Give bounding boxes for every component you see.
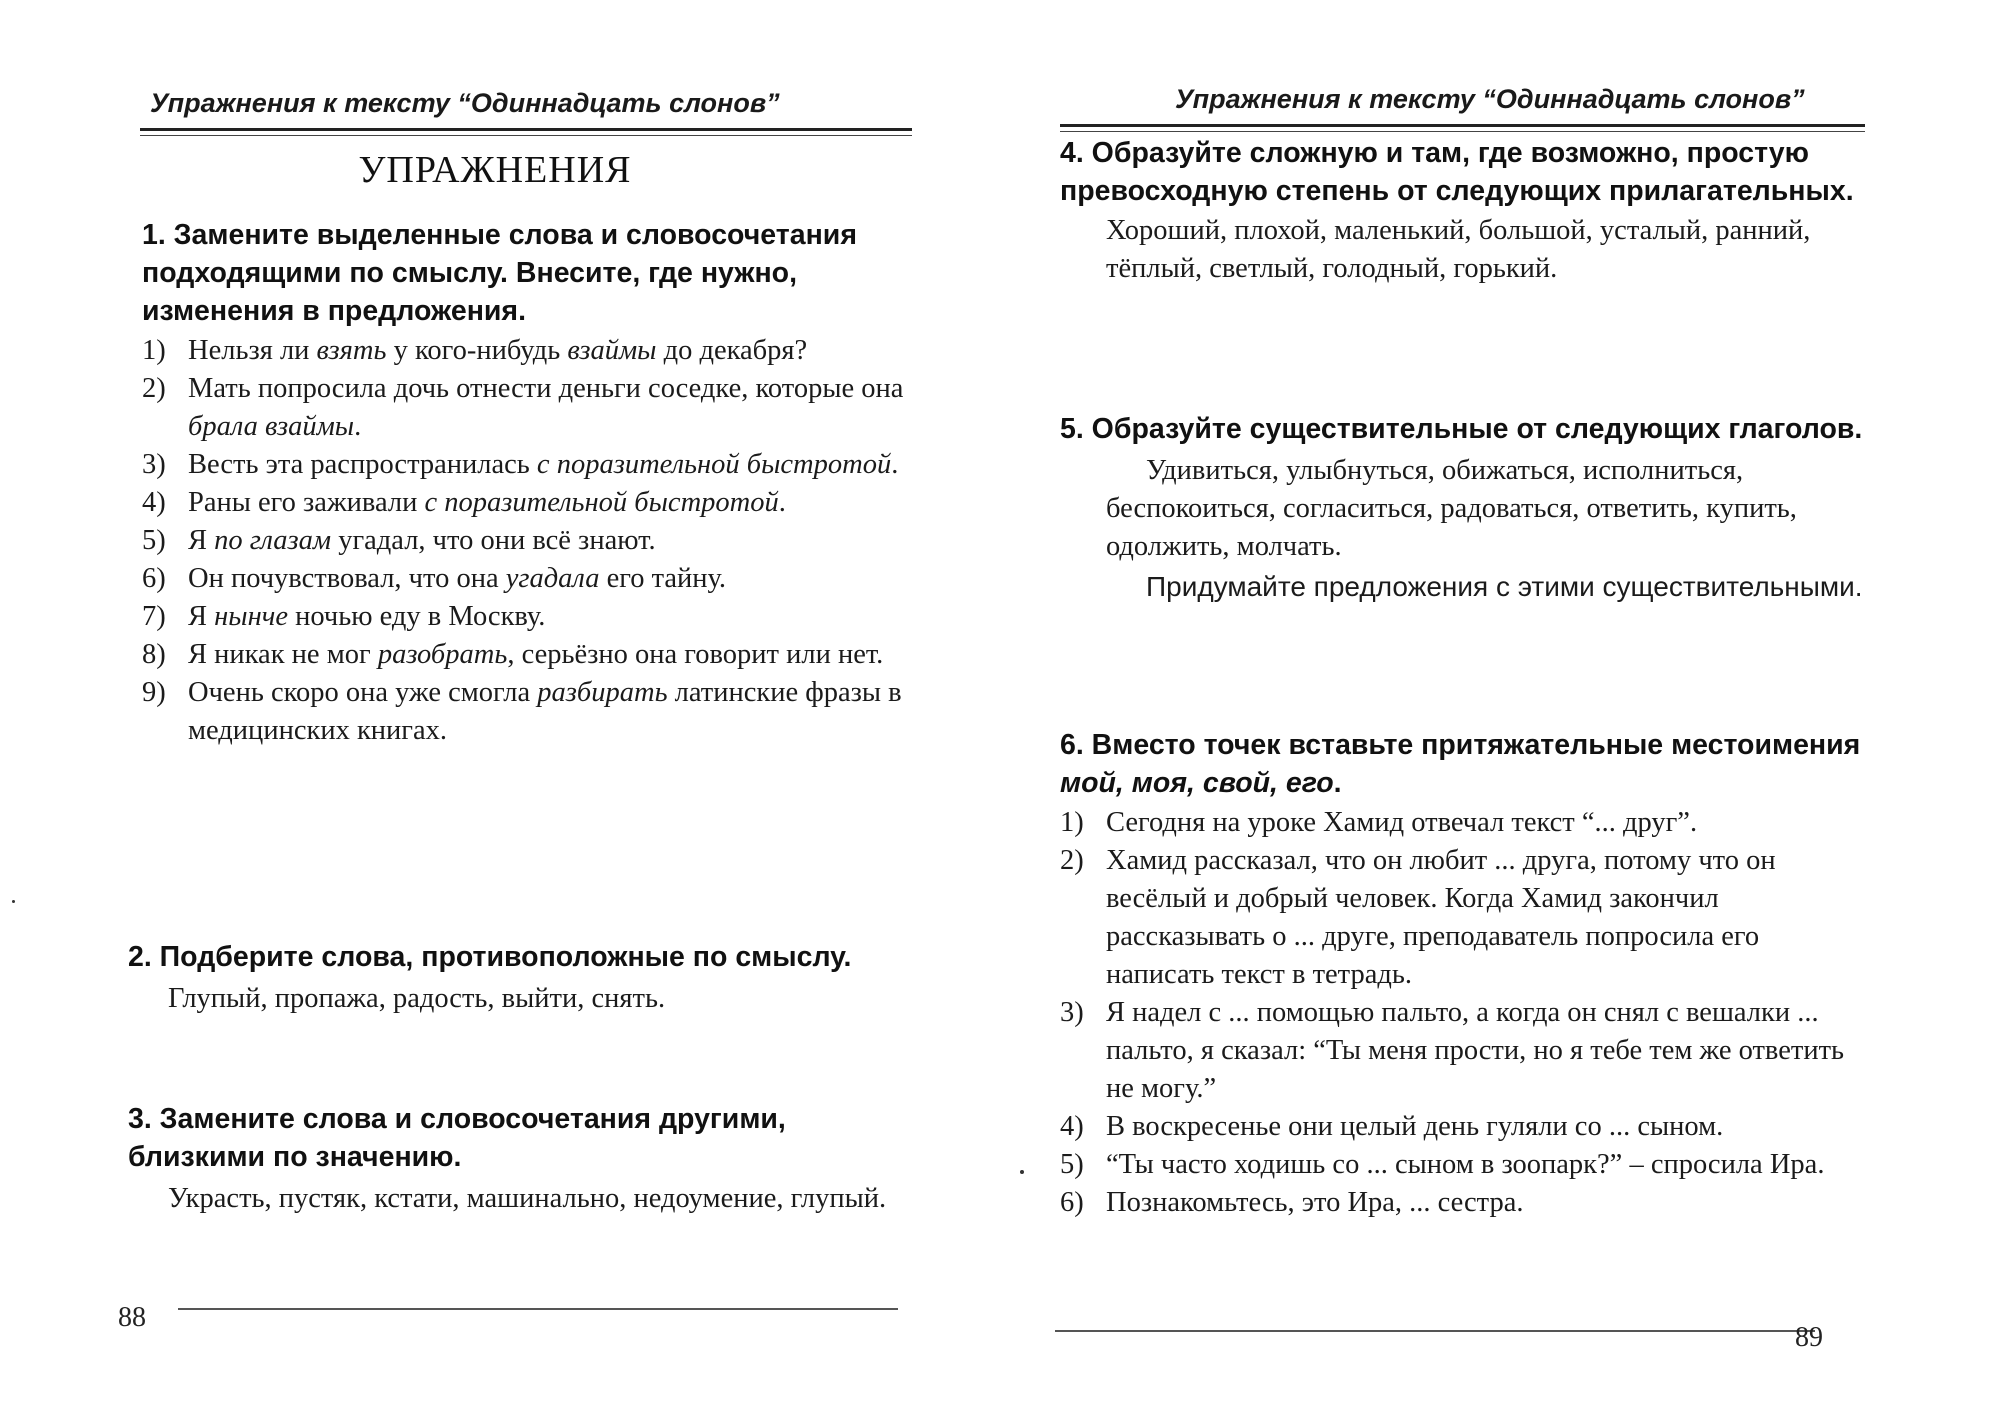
item-text: , серьёзно она говорит или нет. [507, 639, 884, 670]
item-number: 5) [1060, 1149, 1084, 1180]
task-5-heading: 5. Образуйте существительные от следующих глаголов. [1060, 413, 1863, 445]
highlighted-phrase: разбирать [537, 677, 668, 708]
item-text: Я надел с ... помощью пальто, а когда он снял с вешалки ... пальто, я сказал: “Ты меня прости, но я тебе тем же ответить не могу.” [1106, 997, 1845, 1104]
page-title: УПРАЖНЕНИЯ [358, 149, 632, 191]
highlighted-phrase: нынче [214, 601, 288, 632]
print-speck [1020, 1170, 1024, 1174]
task-6-item [1060, 842, 1865, 994]
item-text: Хамид рассказал, что он любит ... друга, потому что он весёлый и добрый человек. Когда Хамид закончил рассказывать о ... друге, преподаватель попросила его написать текст в тетрадь. [1106, 845, 1776, 990]
task-5-text: Удивиться, улыбнуться, обижаться, исполниться, беспокоиться, согласиться, радоваться, ответить, купить, одолжить, молчать. [1106, 455, 1797, 562]
footer-rule-right [1055, 1330, 1815, 1332]
item-number: 7) [142, 601, 166, 632]
task-4 [1060, 134, 1865, 288]
highlighted-phrase: с поразительной быстротой [536, 449, 892, 480]
item-text: латинские фразы в медицинских книгах. [188, 677, 902, 746]
item-number: 2) [142, 373, 166, 404]
page-number-left: 88 [118, 1302, 146, 1333]
highlighted-phrase: брала взаймы [188, 411, 355, 442]
item-text: Раны его заживали [188, 487, 425, 518]
task-6-heading-pronouns: мой, моя, свой, его [1060, 767, 1334, 799]
left-page [0, 0, 990, 1420]
highlighted-phrase: угадала [505, 563, 600, 594]
task-6-heading-end: . [1333, 767, 1342, 799]
task-4-text: Хороший, плохой, маленький, большой, усталый, ранний, тёплый, светлый, голодный, горький. [1106, 215, 1811, 284]
item-text: Я [188, 525, 215, 556]
task-1-heading: 1. Замените выделенные слова и словосочетания подходящими по смыслу. Внесите, где нужно, изменения в предложения. [142, 219, 857, 327]
item-text: Сегодня на уроке Хамид отвечал текст “... друг”. [1106, 807, 1698, 838]
item-text: . [354, 411, 362, 442]
highlighted-phrase: взять [316, 335, 387, 366]
item-number: 3) [142, 449, 166, 480]
task-1-item [142, 484, 912, 522]
item-number: 4) [142, 487, 166, 518]
task-1-item [142, 636, 912, 674]
item-number: 5) [142, 525, 166, 556]
task-1-list [142, 332, 912, 750]
task-3-heading: 3. Замените слова и словосочетания другими, близкими по значению. [128, 1103, 786, 1173]
task-1-item [142, 332, 912, 370]
item-number: 9) [142, 677, 166, 708]
task-6 [1060, 726, 1865, 1222]
highlighted-phrase: разобрать [377, 639, 508, 670]
item-number: 1) [1060, 807, 1084, 838]
item-text: до декабря? [656, 335, 808, 366]
task-2 [128, 938, 912, 1018]
task-6-item [1060, 804, 1865, 842]
item-text: угадал, что они всё знают. [331, 525, 656, 556]
task-6-item [1060, 1108, 1865, 1146]
task-1 [142, 216, 912, 750]
page-number-right: 89 [1795, 1322, 1823, 1353]
item-number: 8) [142, 639, 166, 670]
task-1-item [142, 446, 912, 484]
footer-rule-left [178, 1308, 898, 1310]
item-text: Весть эта распространилась [188, 449, 537, 480]
task-1-item [142, 598, 912, 636]
task-6-list [1060, 804, 1865, 1222]
item-text: его тайну. [599, 563, 727, 594]
running-head-right: Упражнения к тексту “Одиннадцать слонов” [1175, 84, 1805, 114]
task-3 [128, 1100, 912, 1218]
item-text: Я никак не мог [188, 639, 378, 670]
item-text: Очень скоро она уже смогла [188, 677, 538, 708]
item-number: 2) [1060, 845, 1084, 876]
task-1-item [142, 370, 912, 446]
item-number: 6) [142, 563, 166, 594]
item-text: “Ты часто ходишь со ... сыном в зоопарк?” – спросила Ира. [1106, 1149, 1825, 1180]
task-6-item [1060, 1184, 1865, 1222]
item-number: 1) [142, 335, 166, 366]
item-text: Он почувствовал, что она [188, 563, 506, 594]
print-speck [12, 900, 15, 903]
highlighted-phrase: взаймы [567, 335, 657, 366]
item-text: . [891, 449, 899, 480]
item-text: . [778, 487, 786, 518]
header-rule-left [140, 128, 912, 136]
item-text: Познакомьтесь, это Ира, ... сестра. [1106, 1187, 1524, 1218]
task-2-heading: 2. Подберите слова, противоположные по смыслу. [128, 941, 852, 973]
task-3-text: Украсть, пустяк, кстати, машинально, недоумение, глупый. [168, 1183, 887, 1214]
task-6-item [1060, 994, 1865, 1108]
task-5-instruction: Придумайте предложения с этими существительными. [1146, 571, 1863, 602]
running-head-left: Упражнения к тексту “Одиннадцать слонов” [150, 88, 780, 118]
task-6-heading [1060, 726, 1865, 802]
item-number: 4) [1060, 1111, 1084, 1142]
highlighted-phrase: с поразительной быстротой [424, 487, 779, 518]
item-text: Мать попросила дочь отнести деньги соседке, которые она [188, 373, 904, 404]
task-4-heading: 4. Образуйте сложную и там, где возможно, простую превосходную степень от следующих прилагательных. [1060, 137, 1854, 207]
item-text: ночью еду в Москву. [287, 601, 546, 632]
right-page [1010, 0, 2000, 1420]
item-text: В воскресенье они целый день гуляли со ... сыном. [1106, 1111, 1724, 1142]
item-text: у кого-нибудь [386, 335, 568, 366]
task-1-item [142, 560, 912, 598]
task-5 [1060, 410, 1865, 606]
header-rule-right [1060, 124, 1865, 132]
item-text: Нельзя ли [188, 335, 317, 366]
task-6-item [1060, 1146, 1865, 1184]
item-number: 3) [1060, 997, 1084, 1028]
item-number: 6) [1060, 1187, 1084, 1218]
highlighted-phrase: по глазам [214, 525, 332, 556]
task-2-text: Глупый, пропажа, радость, выйти, снять. [168, 983, 666, 1014]
task-1-item [142, 674, 912, 750]
item-text: Я [188, 601, 215, 632]
task-6-heading-text: 6. Вместо точек вставьте притяжательные местоимения [1060, 729, 1861, 761]
task-1-item [142, 522, 912, 560]
